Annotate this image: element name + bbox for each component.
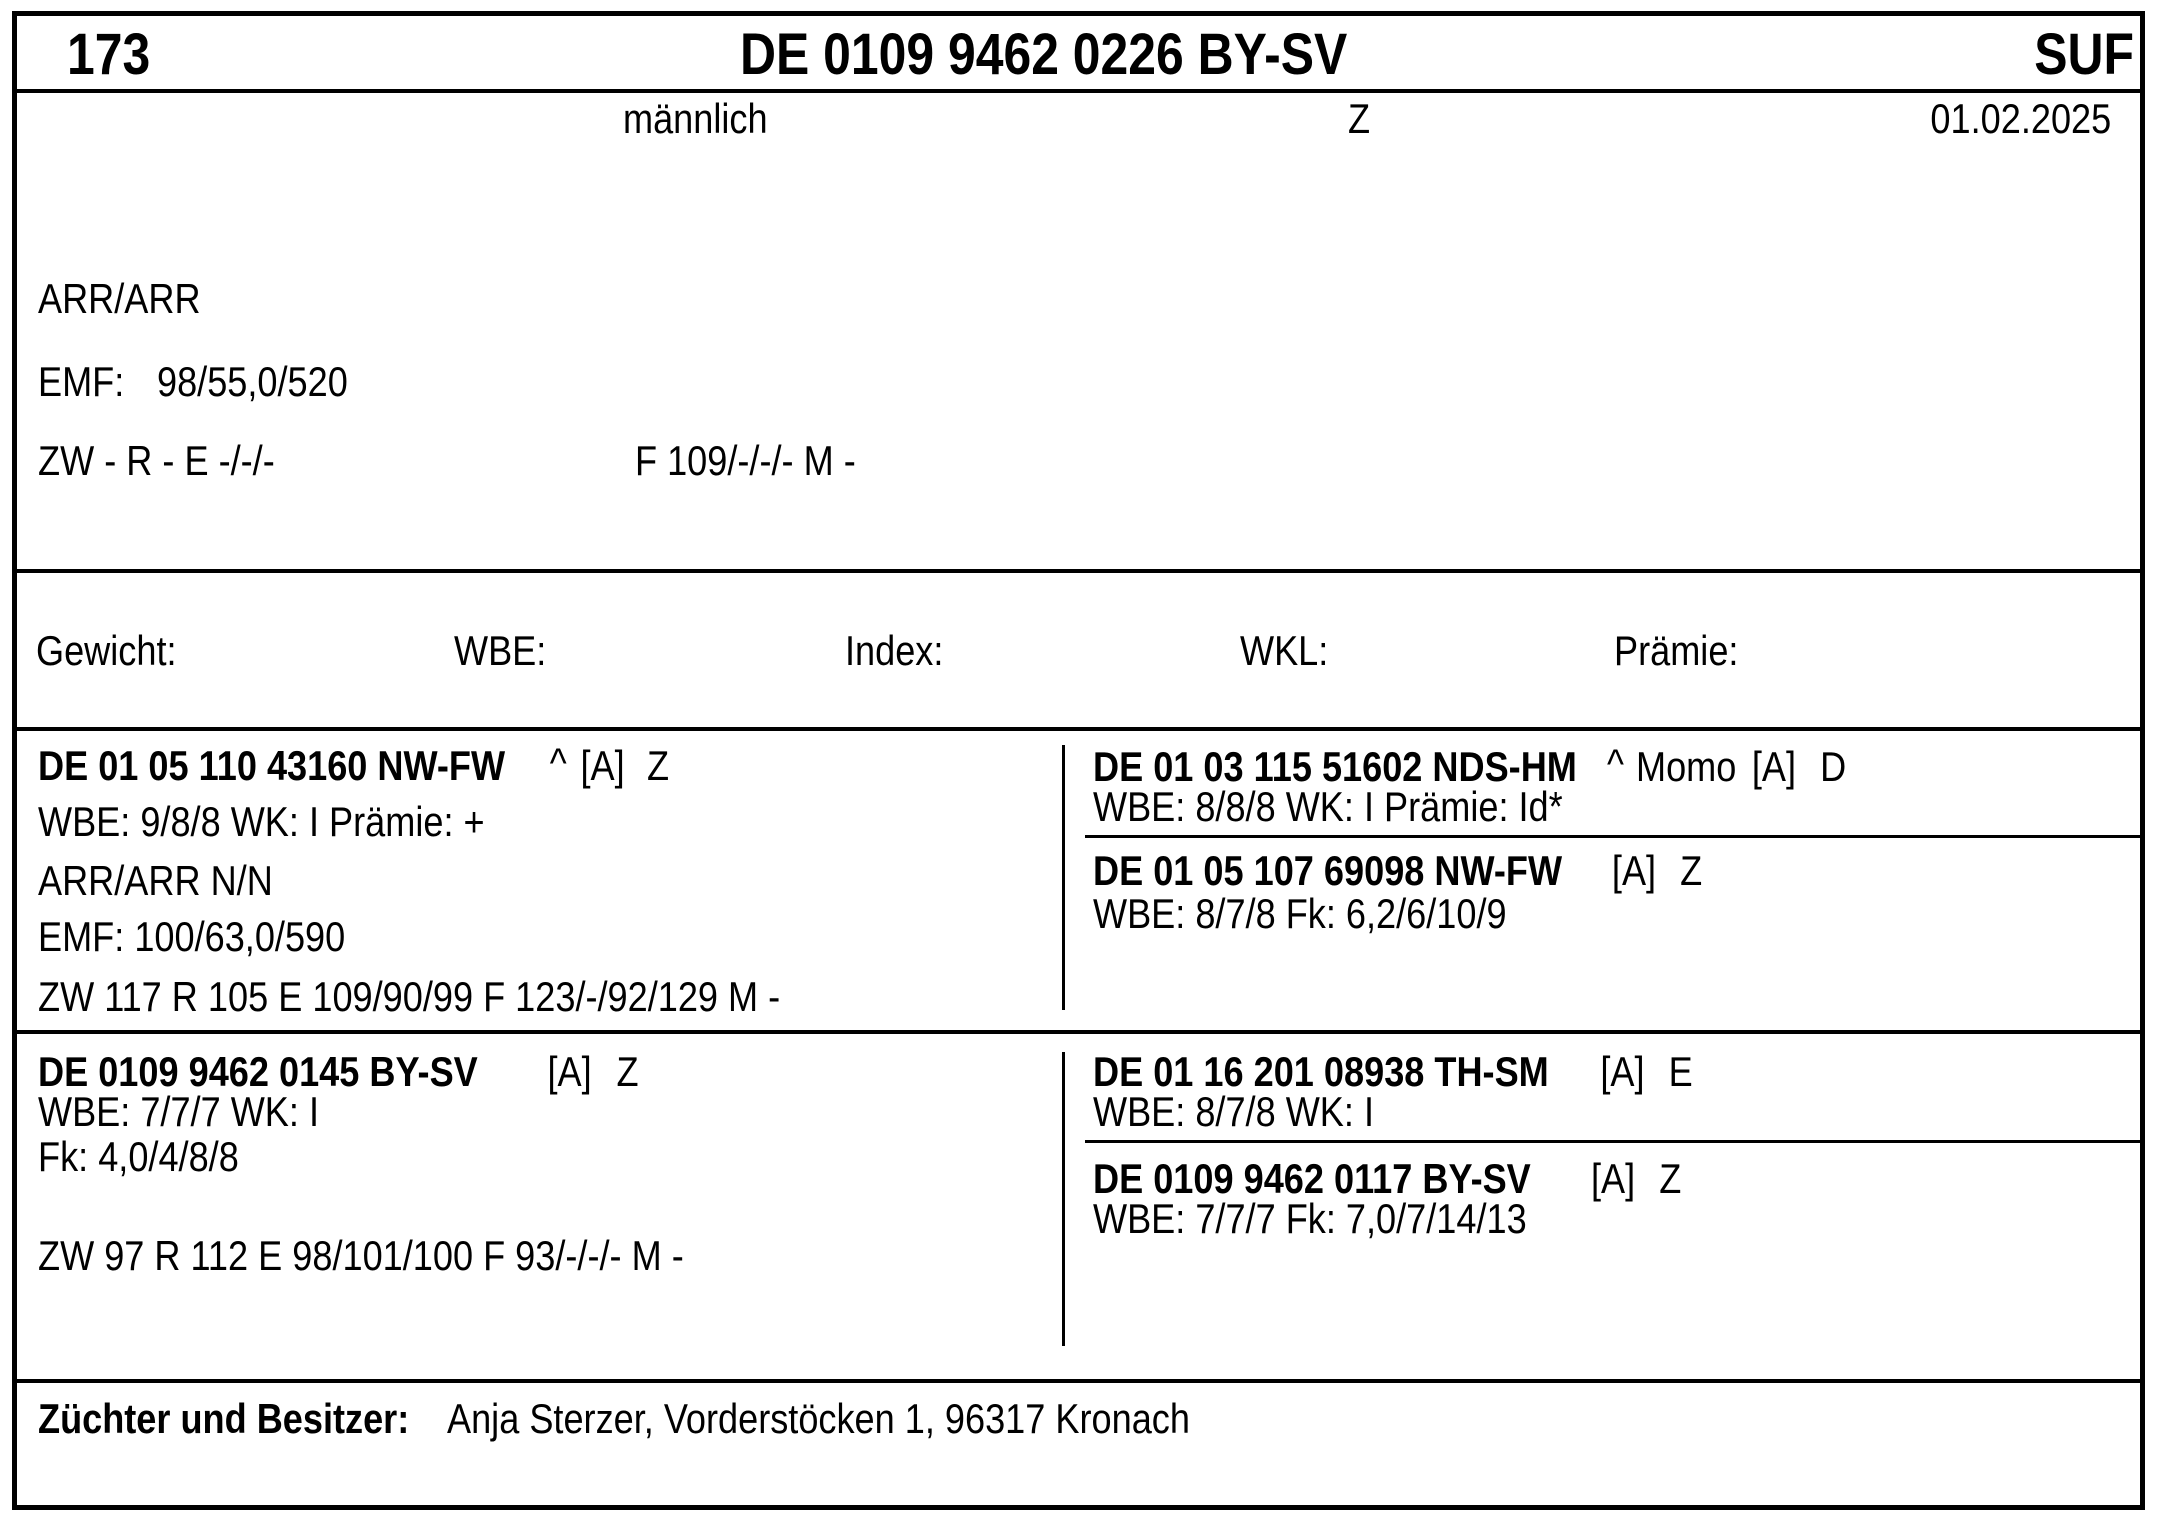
sire-dam-scrapie-bracket: [A] bbox=[1611, 847, 1657, 894]
sire-scrapie-bracket: [A] bbox=[580, 742, 625, 789]
dam-dam-code: Z bbox=[1659, 1155, 1682, 1202]
sire-sire-id-line bbox=[1093, 740, 1847, 790]
label-wbe: WBE: bbox=[454, 627, 547, 674]
sire-sire-scrapie-bracket: [A] bbox=[1751, 743, 1796, 790]
breeder-owner-label: Züchter und Besitzer: bbox=[38, 1395, 410, 1442]
dam-zw-line: ZW 97 R 112 E 98/101/100 F 93/-/-/- M - bbox=[38, 1232, 684, 1279]
dam-scrapie-bracket: [A] bbox=[547, 1048, 592, 1095]
dam-dam-scrapie-bracket: [A] bbox=[1590, 1155, 1636, 1202]
label-gewicht: Gewicht: bbox=[36, 627, 177, 674]
zw-line-right: F 109/-/-/- M - bbox=[635, 437, 856, 484]
dam-dam-id: DE 0109 9462 0117 BY-SV bbox=[1093, 1155, 1531, 1202]
dam-sire-wbe-line: WBE: 8/7/8 WK: I bbox=[1093, 1088, 1375, 1135]
footer-divider bbox=[12, 1379, 2145, 1383]
sire-sire-name: Momo bbox=[1635, 743, 1737, 790]
dam-sire-code: E bbox=[1668, 1048, 1693, 1095]
pedigree-column-divider-bottom bbox=[1062, 1052, 1065, 1346]
sire-code: Z bbox=[647, 742, 670, 789]
dam-id: DE 0109 9462 0145 BY-SV bbox=[38, 1048, 478, 1095]
pedigree-top-divider bbox=[12, 727, 2145, 731]
dam-id-line bbox=[38, 1048, 639, 1095]
label-wkl: WKL: bbox=[1240, 627, 1329, 674]
label-praemie: Prämie: bbox=[1614, 627, 1739, 674]
header-divider bbox=[12, 89, 2145, 93]
genotype: ARR/ARR bbox=[38, 275, 201, 322]
dam-sire-id-line bbox=[1093, 1048, 1693, 1095]
sire-sire-id: DE 01 03 115 51602 NDS-HM bbox=[1093, 743, 1577, 790]
sire-side-divider bbox=[1085, 835, 2143, 838]
dam-dam-wbe-line: WBE: 7/7/7 Fk: 7,0/7/14/13 bbox=[1093, 1195, 1527, 1242]
dam-side-divider bbox=[1085, 1140, 2143, 1143]
sire-genotype-line: ARR/ARR N/N bbox=[38, 857, 273, 904]
emf-label: EMF: bbox=[38, 358, 125, 405]
sire-dam-code: Z bbox=[1680, 847, 1703, 894]
catalog-number: 173 bbox=[67, 22, 151, 87]
sire-id: DE 01 05 110 43160 NW-FW bbox=[38, 742, 506, 789]
dam-sire-scrapie-bracket: [A] bbox=[1600, 1048, 1645, 1095]
zw-line-left: ZW - R - E -/-/- bbox=[38, 437, 275, 484]
sire-sire-wbe-line: WBE: 8/8/8 WK: I Prämie: Id* bbox=[1093, 783, 1563, 830]
sire-id-line bbox=[38, 739, 670, 789]
sex-label: männlich bbox=[623, 95, 768, 142]
sire-dam-id: DE 01 05 107 69098 NW-FW bbox=[1093, 847, 1563, 894]
sire-sire-caret-mark: ^ bbox=[1606, 740, 1624, 787]
dam-sire-id: DE 01 16 201 08938 TH-SM bbox=[1093, 1048, 1549, 1095]
sire-dam-id-line bbox=[1093, 847, 1703, 894]
breeder-owner-value: Anja Sterzer, Vorderstöcken 1, 96317 Kronach bbox=[447, 1395, 1190, 1442]
dam-wbe-line: WBE: 7/7/7 WK: I bbox=[38, 1088, 320, 1135]
date-label: 01.02.2025 bbox=[1930, 95, 2111, 142]
dam-fk-line: Fk: 4,0/4/8/8 bbox=[38, 1133, 239, 1180]
measures-top-divider bbox=[12, 569, 2145, 573]
label-index: Index: bbox=[845, 627, 944, 674]
dam-dam-id-line bbox=[1093, 1155, 1682, 1202]
breed-code: SUF bbox=[2034, 22, 2134, 87]
sire-caret-mark: ^ bbox=[549, 739, 567, 786]
usage-code: Z bbox=[1348, 95, 1371, 142]
sire-sire-code: D bbox=[1820, 743, 1847, 790]
emf-value: 98/55,0/520 bbox=[157, 358, 348, 405]
sire-zw-line: ZW 117 R 105 E 109/90/99 F 123/-/92/129 M - bbox=[38, 973, 781, 1020]
animal-id-title: DE 0109 9462 0226 BY-SV bbox=[740, 22, 1348, 87]
pedigree-row-divider bbox=[12, 1030, 2145, 1034]
sire-emf-line: EMF: 100/63,0/590 bbox=[38, 913, 346, 960]
sire-wbe-line: WBE: 9/8/8 WK: I Prämie: + bbox=[38, 798, 485, 845]
pedigree-column-divider-top bbox=[1062, 745, 1065, 1010]
dam-code: Z bbox=[616, 1048, 639, 1095]
sire-dam-wbe-line: WBE: 8/7/8 Fk: 6,2/6/10/9 bbox=[1093, 890, 1507, 937]
